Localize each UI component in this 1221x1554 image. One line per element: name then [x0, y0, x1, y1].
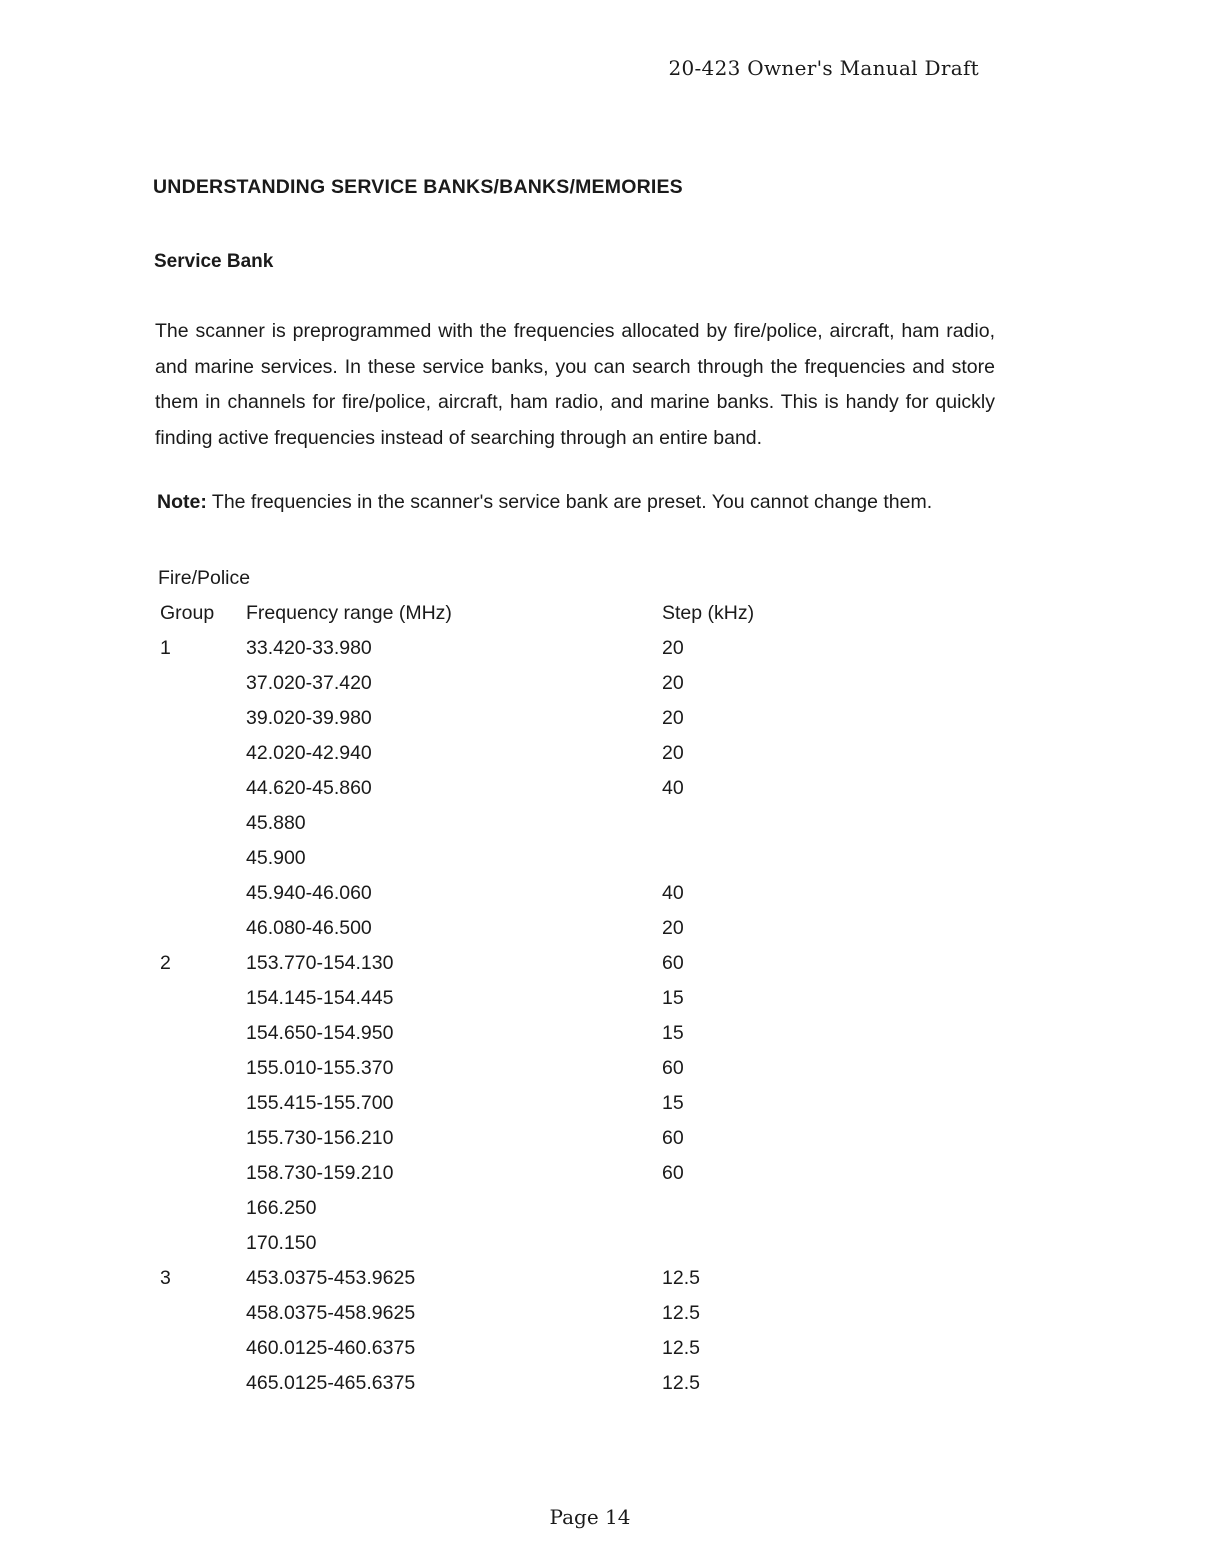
- cell-range: 45.880: [246, 812, 306, 834]
- cell-group: [158, 1158, 246, 1193]
- cell-group: [158, 1193, 246, 1228]
- cell-step: 20: [662, 742, 684, 764]
- table-row: [158, 1123, 798, 1158]
- cell-step: 20: [662, 637, 684, 659]
- cell-group: [158, 983, 246, 1018]
- cell-group: [158, 773, 246, 808]
- cell-group: [158, 878, 246, 913]
- cell-step: [662, 1193, 782, 1228]
- cell-range: 33.420-33.980: [246, 637, 372, 659]
- table-row: [158, 1263, 798, 1298]
- cell-range: 155.730-156.210: [246, 1127, 394, 1149]
- cell-step: 15: [662, 1092, 684, 1114]
- cell-step: 20: [662, 917, 684, 939]
- page-header: 20-423 Owner's Manual Draft: [668, 56, 979, 80]
- cell-range: 458.0375-458.9625: [246, 1302, 416, 1324]
- cell-group: 3: [160, 1267, 171, 1289]
- cell-range: 39.020-39.980: [246, 707, 372, 729]
- cell-range: 155.415-155.700: [246, 1092, 394, 1114]
- note-paragraph: [157, 491, 997, 514]
- table-row: [158, 738, 798, 773]
- cell-range: 45.900: [246, 847, 306, 869]
- cell-range: 37.020-37.420: [246, 672, 372, 694]
- table-row: [158, 1053, 798, 1088]
- table-row: [158, 633, 798, 668]
- section-title: UNDERSTANDING SERVICE BANKS/BANKS/MEMORIES: [153, 176, 683, 198]
- cell-range: 154.650-154.950: [246, 1022, 394, 1044]
- cell-step: [662, 1228, 782, 1263]
- cell-group: [158, 808, 246, 843]
- cell-group: [158, 668, 246, 703]
- cell-group: [158, 1018, 246, 1053]
- cell-group: [158, 703, 246, 738]
- cell-step: 20: [662, 672, 684, 694]
- cell-range: 453.0375-453.9625: [246, 1267, 416, 1289]
- table-body: [158, 633, 798, 1403]
- table-row: [158, 1158, 798, 1193]
- cell-step: 60: [662, 1127, 684, 1149]
- cell-step: 15: [662, 1022, 684, 1044]
- cell-group: [158, 738, 246, 773]
- table-header-row: [158, 598, 798, 633]
- note-text: The frequencies in the scanner's service bank are preset. You cannot change them.: [211, 491, 933, 513]
- body-paragraph: The scanner is preprogrammed with the frequencies allocated by fire/police, aircraft, ham radio, and marine services. In these service banks, you can search through the frequencies and store them in channels for fire/police, aircraft, ham radio, and marine banks. This is handy for quickly finding active frequencies instead of searching through an entire band.: [155, 320, 995, 449]
- cell-range: 465.0125-465.6375: [246, 1372, 416, 1394]
- cell-group: 1: [160, 637, 171, 659]
- table-caption: Fire/Police: [158, 567, 251, 589]
- cell-group: [158, 1368, 246, 1403]
- header-range: Frequency range (MHz): [246, 602, 452, 624]
- table-row: [158, 843, 798, 878]
- cell-step: 40: [662, 777, 684, 799]
- table-row: [158, 878, 798, 913]
- table-row: [158, 1193, 798, 1228]
- cell-range: 46.080-46.500: [246, 917, 372, 939]
- table-row: [158, 1228, 798, 1263]
- cell-range: 45.940-46.060: [246, 882, 372, 904]
- cell-step: 60: [662, 1057, 684, 1079]
- header-step: Step (kHz): [662, 602, 755, 624]
- cell-step: 12.5: [662, 1337, 700, 1359]
- cell-range: 155.010-155.370: [246, 1057, 394, 1079]
- cell-group: [158, 1053, 246, 1088]
- cell-step: 12.5: [662, 1267, 700, 1289]
- cell-range: 170.150: [246, 1232, 317, 1254]
- cell-group: [158, 843, 246, 878]
- cell-range: 44.620-45.860: [246, 777, 372, 799]
- cell-step: [662, 808, 782, 843]
- cell-range: 154.145-154.445: [246, 987, 394, 1009]
- table-row: [158, 773, 798, 808]
- table-row: [158, 1018, 798, 1053]
- cell-step: 60: [662, 952, 684, 974]
- cell-range: 460.0125-460.6375: [246, 1337, 416, 1359]
- page-number: Page 14: [549, 1505, 631, 1529]
- cell-step: 60: [662, 1162, 684, 1184]
- cell-group: [158, 1088, 246, 1123]
- cell-step: 12.5: [662, 1302, 700, 1324]
- table-row: [158, 983, 798, 1018]
- table-row: [158, 808, 798, 843]
- header-group: Group: [160, 602, 215, 624]
- table-row: [158, 1368, 798, 1403]
- cell-step: [662, 843, 782, 878]
- cell-group: [158, 1228, 246, 1263]
- table-row: [158, 948, 798, 983]
- cell-step: 12.5: [662, 1372, 700, 1394]
- cell-group: 2: [160, 952, 171, 974]
- cell-range: 158.730-159.210: [246, 1162, 394, 1184]
- cell-group: [158, 1123, 246, 1158]
- cell-group: [158, 1333, 246, 1368]
- table-row: [158, 1088, 798, 1123]
- frequency-table: [158, 598, 798, 1403]
- cell-group: [158, 1298, 246, 1333]
- cell-group: [158, 913, 246, 948]
- subsection-title: Service Bank: [154, 251, 274, 272]
- cell-step: 40: [662, 882, 684, 904]
- table-row: [158, 913, 798, 948]
- cell-range: 42.020-42.940: [246, 742, 372, 764]
- cell-step: 15: [662, 987, 684, 1009]
- table-row: [158, 1333, 798, 1368]
- table-row: [158, 703, 798, 738]
- table-row: [158, 668, 798, 703]
- cell-range: 166.250: [246, 1197, 317, 1219]
- table-row: [158, 1298, 798, 1333]
- cell-step: 20: [662, 707, 684, 729]
- note-label: Note:: [157, 491, 207, 513]
- cell-range: 153.770-154.130: [246, 952, 394, 974]
